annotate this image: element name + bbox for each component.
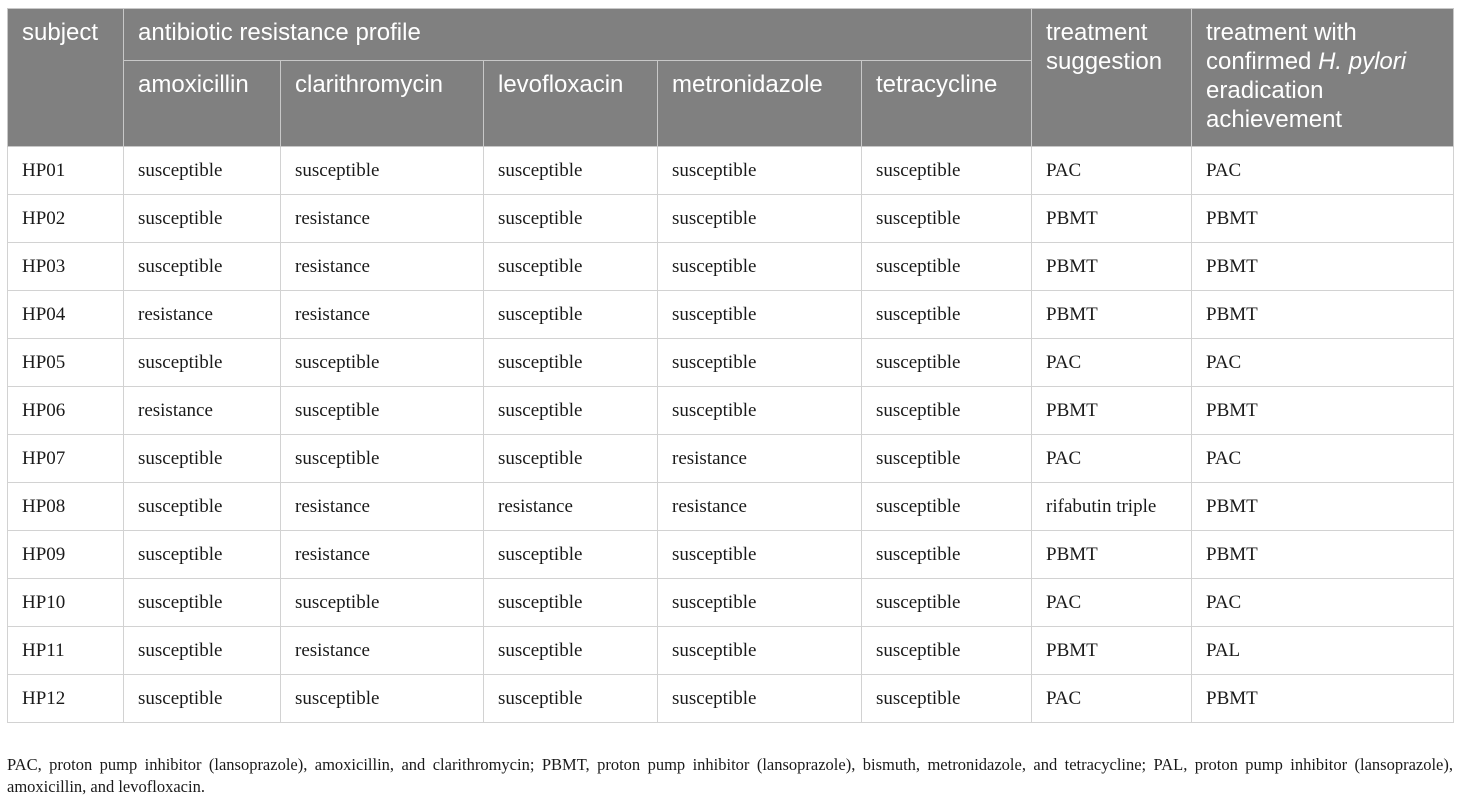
cell-tetracycline: susceptible xyxy=(862,435,1032,483)
header-treatment-confirmed xyxy=(1192,9,1454,147)
cell-subject: HP03 xyxy=(8,243,124,291)
cell-treatment-confirmed: PBMT xyxy=(1192,483,1454,531)
cell-treatment-confirmed: PBMT xyxy=(1192,531,1454,579)
table-row xyxy=(8,483,1454,531)
cell-metronidazole: susceptible xyxy=(658,675,862,723)
cell-subject: HP07 xyxy=(8,435,124,483)
cell-tetracycline: susceptible xyxy=(862,387,1032,435)
cell-clarithromycin: susceptible xyxy=(281,339,484,387)
cell-amoxicillin: susceptible xyxy=(124,339,281,387)
header-clarithromycin: clarithromycin xyxy=(281,61,484,147)
cell-levofloxacin: susceptible xyxy=(484,291,658,339)
cell-treatment-suggestion: rifabutin triple xyxy=(1032,483,1192,531)
cell-tetracycline: susceptible xyxy=(862,579,1032,627)
cell-treatment-confirmed: PAL xyxy=(1192,627,1454,675)
cell-subject: HP10 xyxy=(8,579,124,627)
cell-tetracycline: susceptible xyxy=(862,675,1032,723)
cell-clarithromycin: susceptible xyxy=(281,579,484,627)
cell-amoxicillin: susceptible xyxy=(124,483,281,531)
cell-tetracycline: susceptible xyxy=(862,339,1032,387)
table-row xyxy=(8,531,1454,579)
cell-tetracycline: susceptible xyxy=(862,531,1032,579)
cell-treatment-confirmed: PBMT xyxy=(1192,291,1454,339)
cell-treatment-confirmed: PBMT xyxy=(1192,195,1454,243)
table-row xyxy=(8,291,1454,339)
table-row xyxy=(8,579,1454,627)
cell-levofloxacin: susceptible xyxy=(484,579,658,627)
cell-clarithromycin: susceptible xyxy=(281,675,484,723)
cell-treatment-suggestion: PBMT xyxy=(1032,627,1192,675)
cell-treatment-suggestion: PAC xyxy=(1032,579,1192,627)
cell-clarithromycin: resistance xyxy=(281,243,484,291)
cell-treatment-suggestion: PBMT xyxy=(1032,387,1192,435)
cell-clarithromycin: resistance xyxy=(281,531,484,579)
cell-levofloxacin: susceptible xyxy=(484,195,658,243)
header-subject: subject xyxy=(8,9,124,147)
cell-levofloxacin: susceptible xyxy=(484,435,658,483)
table-header xyxy=(8,9,1454,147)
cell-amoxicillin: susceptible xyxy=(124,531,281,579)
table-row xyxy=(8,675,1454,723)
cell-amoxicillin: resistance xyxy=(124,387,281,435)
cell-levofloxacin: susceptible xyxy=(484,243,658,291)
header-antibiotic-resistance-profile: antibiotic resistance profile xyxy=(124,9,1032,61)
cell-tetracycline: susceptible xyxy=(862,243,1032,291)
table-row xyxy=(8,435,1454,483)
header-levofloxacin: levofloxacin xyxy=(484,61,658,147)
cell-tetracycline: susceptible xyxy=(862,627,1032,675)
cell-amoxicillin: susceptible xyxy=(124,147,281,195)
cell-amoxicillin: susceptible xyxy=(124,675,281,723)
cell-clarithromycin: resistance xyxy=(281,627,484,675)
cell-metronidazole: susceptible xyxy=(658,291,862,339)
resistance-table xyxy=(7,8,1454,723)
header-amoxicillin: amoxicillin xyxy=(124,61,281,147)
cell-treatment-confirmed: PBMT xyxy=(1192,387,1454,435)
cell-treatment-confirmed: PAC xyxy=(1192,339,1454,387)
header-tetracycline: tetracycline xyxy=(862,61,1032,147)
cell-subject: HP12 xyxy=(8,675,124,723)
cell-treatment-suggestion: PBMT xyxy=(1032,531,1192,579)
cell-levofloxacin: resistance xyxy=(484,483,658,531)
cell-treatment-confirmed: PBMT xyxy=(1192,675,1454,723)
cell-clarithromycin: resistance xyxy=(281,195,484,243)
cell-metronidazole: resistance xyxy=(658,435,862,483)
cell-treatment-suggestion: PAC xyxy=(1032,435,1192,483)
cell-treatment-confirmed: PBMT xyxy=(1192,243,1454,291)
cell-treatment-confirmed: PAC xyxy=(1192,435,1454,483)
table-row xyxy=(8,195,1454,243)
cell-treatment-suggestion: PBMT xyxy=(1032,243,1192,291)
cell-amoxicillin: susceptible xyxy=(124,579,281,627)
cell-metronidazole: susceptible xyxy=(658,339,862,387)
cell-metronidazole: susceptible xyxy=(658,627,862,675)
cell-levofloxacin: susceptible xyxy=(484,147,658,195)
cell-treatment-confirmed: PAC xyxy=(1192,579,1454,627)
table-row xyxy=(8,243,1454,291)
cell-treatment-suggestion: PBMT xyxy=(1032,195,1192,243)
cell-levofloxacin: susceptible xyxy=(484,387,658,435)
table-row xyxy=(8,627,1454,675)
cell-metronidazole: susceptible xyxy=(658,531,862,579)
cell-amoxicillin: susceptible xyxy=(124,627,281,675)
header-metronidazole: metronidazole xyxy=(658,61,862,147)
cell-subject: HP09 xyxy=(8,531,124,579)
cell-treatment-suggestion: PAC xyxy=(1032,675,1192,723)
cell-amoxicillin: resistance xyxy=(124,291,281,339)
cell-clarithromycin: resistance xyxy=(281,483,484,531)
table-row xyxy=(8,387,1454,435)
header-treatment-confirmed-suffix: eradication achievement xyxy=(1206,77,1343,133)
table-row xyxy=(8,147,1454,195)
cell-treatment-confirmed: PAC xyxy=(1192,147,1454,195)
header-treatment-confirmed-italic: H. pylori xyxy=(1318,48,1407,75)
cell-metronidazole: susceptible xyxy=(658,195,862,243)
table-footnote: PAC, proton pump inhibitor (lansoprazole), amoxicillin, and clarithromycin; PBMT, proton pump inhibitor (lansoprazole), bismuth, metronidazole, and tetracycline; PAL, proton pump inhibitor (lansoprazole), amoxicillin, and levofloxacin. xyxy=(7,754,1453,796)
cell-tetracycline: susceptible xyxy=(862,291,1032,339)
cell-levofloxacin: susceptible xyxy=(484,627,658,675)
cell-treatment-suggestion: PAC xyxy=(1032,147,1192,195)
cell-amoxicillin: susceptible xyxy=(124,195,281,243)
cell-subject: HP01 xyxy=(8,147,124,195)
cell-treatment-suggestion: PBMT xyxy=(1032,291,1192,339)
cell-subject: HP05 xyxy=(8,339,124,387)
cell-subject: HP06 xyxy=(8,387,124,435)
cell-clarithromycin: resistance xyxy=(281,291,484,339)
resistance-table-container xyxy=(7,8,1453,723)
cell-metronidazole: susceptible xyxy=(658,387,862,435)
cell-metronidazole: susceptible xyxy=(658,579,862,627)
table-row xyxy=(8,339,1454,387)
cell-clarithromycin: susceptible xyxy=(281,387,484,435)
cell-tetracycline: susceptible xyxy=(862,147,1032,195)
cell-levofloxacin: susceptible xyxy=(484,339,658,387)
cell-subject: HP11 xyxy=(8,627,124,675)
cell-metronidazole: resistance xyxy=(658,483,862,531)
cell-subject: HP02 xyxy=(8,195,124,243)
cell-tetracycline: susceptible xyxy=(862,483,1032,531)
cell-treatment-suggestion: PAC xyxy=(1032,339,1192,387)
cell-tetracycline: susceptible xyxy=(862,195,1032,243)
cell-amoxicillin: susceptible xyxy=(124,435,281,483)
cell-metronidazole: susceptible xyxy=(658,147,862,195)
header-treatment-suggestion: treatment suggestion xyxy=(1032,9,1192,147)
cell-levofloxacin: susceptible xyxy=(484,675,658,723)
table-body xyxy=(8,147,1454,723)
cell-clarithromycin: susceptible xyxy=(281,435,484,483)
cell-clarithromycin: susceptible xyxy=(281,147,484,195)
cell-amoxicillin: susceptible xyxy=(124,243,281,291)
cell-levofloxacin: susceptible xyxy=(484,531,658,579)
cell-subject: HP08 xyxy=(8,483,124,531)
cell-subject: HP04 xyxy=(8,291,124,339)
cell-metronidazole: susceptible xyxy=(658,243,862,291)
header-treatment-confirmed-prefix: treatment with confirmed xyxy=(1206,19,1357,75)
